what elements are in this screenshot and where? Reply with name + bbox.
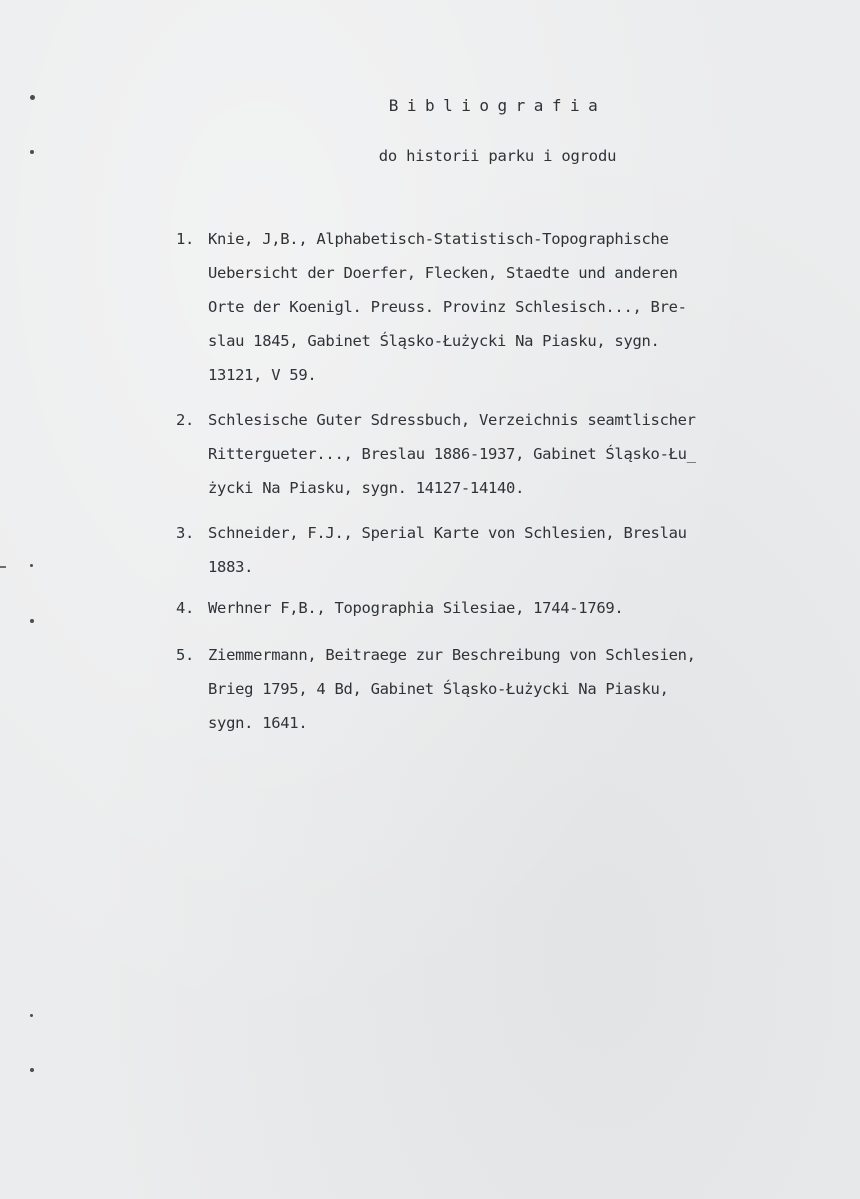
entry-number: 4.: [176, 599, 195, 617]
entry-text: Knie, J,B., Alphabetisch-Statistisch-Topographische: [208, 230, 669, 248]
entry-text: Ziemmermann, Beitraege zur Beschreibung von Schlesien,: [208, 646, 696, 664]
edge-mark: [0, 566, 6, 568]
bibliography-entry-4: [176, 591, 796, 625]
entry-line: slau 1845, Gabinet Śląsko-Łużycki Na Piasku, sygn.: [208, 332, 660, 350]
bibliography-entry-3: [176, 516, 796, 584]
entry-text: Schlesische Guter Sdressbuch, Verzeichnis seamtlischer: [208, 411, 696, 429]
bibliography-entry-5: [176, 638, 796, 740]
punch-hole-mark: [30, 619, 34, 623]
entry-line: [176, 638, 796, 672]
bibliography-entry-1: [176, 222, 796, 392]
punch-hole-mark: [30, 1068, 34, 1072]
entry-line: Rittergueter..., Breslau 1886-1937, Gabinet Śląsko-Łu_: [208, 445, 696, 463]
page-title: Bibliografia: [388, 96, 607, 115]
entry-line: Uebersicht der Doerfer, Flecken, Staedte und anderen: [208, 264, 678, 282]
bibliography-entry-2: [176, 403, 796, 505]
entry-line: 13121, V 59.: [208, 366, 317, 384]
entry-line: sygn. 1641.: [208, 714, 308, 732]
punch-hole-mark: [30, 564, 33, 567]
entry-number: 1.: [176, 230, 195, 248]
entry-number: 5.: [176, 646, 195, 664]
entry-line: [176, 403, 796, 437]
entry-text: Werhner F,B., Topographia Silesiae, 1744-1769.: [208, 599, 624, 617]
entry-number: 2.: [176, 411, 195, 429]
entry-line: 1883.: [208, 558, 254, 576]
entry-line: [176, 222, 796, 256]
entry-line: Brieg 1795, 4 Bd, Gabinet Śląsko-Łużycki Na Piasku,: [208, 680, 669, 698]
entry-text: Schneider, F.J., Sperial Karte von Schlesien, Breslau: [208, 524, 687, 542]
entry-line: Orte der Koenigl. Preuss. Provinz Schlesisch..., Bre-: [208, 298, 687, 316]
punch-hole-mark: [30, 1014, 33, 1017]
entry-line: [176, 591, 796, 625]
entry-number: 3.: [176, 524, 195, 542]
entry-line: [176, 516, 796, 550]
page-subtitle: do historii parku i ogrodu: [378, 147, 617, 165]
entry-line: życki Na Piasku, sygn. 14127-14140.: [208, 479, 525, 497]
